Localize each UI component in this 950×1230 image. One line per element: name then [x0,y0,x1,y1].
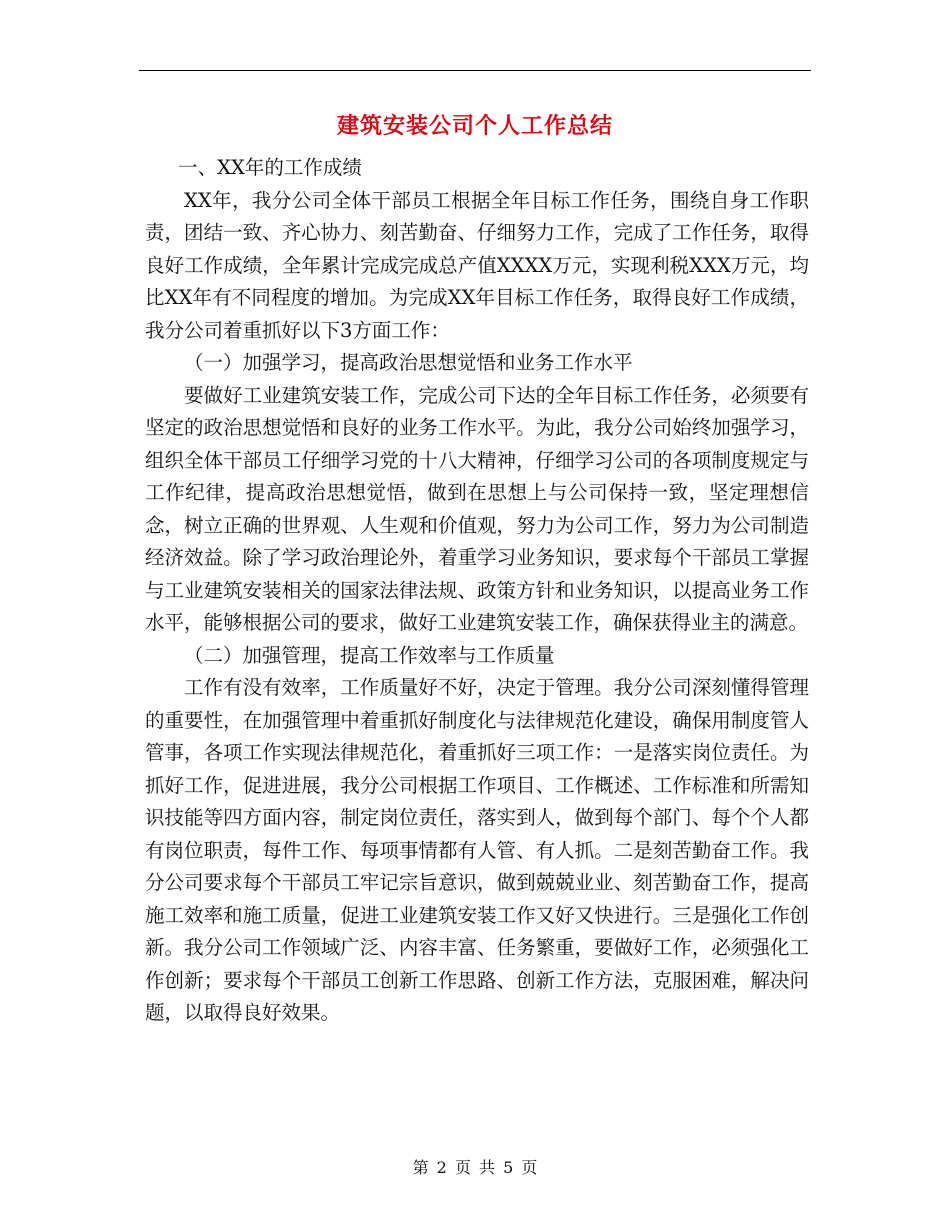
section-heading: 一、XX年的工作成绩 [178,156,362,179]
body-paragraph: 工作有没有效率，工作质量好不好，决定于管理。我分公司深刻懂得管理的重要性，在加强管理中着重抓好制度化与法律规范化建设，确保用制度管人管事，各项工作实现法律规范化，着重抓好三项工作：一是落实岗位责任。为抓好工作，促进进展，我分公司根据工作项目、工作概述、工作标准和所需知识技能等四方面内容，制定岗位责任，落实到人，做到每个部门、每个个人都有岗位职责，每件工作、每项事情都有人管、有人抓。二是刻苦勤奋工作。我分公司要求每个干部员工牢记宗旨意识，做到兢兢业业、刻苦勤奋工作，提高施工效率和施工质量，促进工业建筑安装工作又好又快进行。三是强化工作创新。我分公司工作领域广泛、内容丰富、任务繁重，要做好工作，必须强化工作创新；要求每个干部员工创新工作思路、创新工作方法，克服困难，解决问题，以取得良好效果。 [145,676,809,1024]
subsection-heading: （一）加强学习，提高政治思想觉悟和业务工作水平 [184,351,633,374]
body-paragraph: 要做好工业建筑安装工作，完成公司下达的全年目标工作任务，必须要有坚定的政治思想觉悟和良好的业务工作水平。为此，我分公司始终加强学习，组织全体干部员工仔细学习党的十八大精神，仔细学习公司的各项制度规定与工作纪律，提高政治思想觉悟，做到在思想上与公司保持一致，坚定理想信念，树立正确的世界观、人生观和价值观，努力为公司工作，努力为公司制造经济效益。除了学习政治理论外，着重学习业务知识，要求每个干部员工掌握与工业建筑安装相关的国家法律法规、政策方针和业务知识，以提高业务工作水平，能够根据公司的要求，做好工业建筑安装工作，确保获得业主的满意。 [145,383,809,634]
body-paragraph: XX年，我分公司全体干部员工根据全年目标工作任务，围绕自身工作职责，团结一致、齐心协力、刻苦勤奋、仔细努力工作，完成了工作任务，取得良好工作成绩，全年累计完成完成总产值XXXX万元，实现利税XXX万元，均比XX年有不同程度的增加。为完成XX年目标工作任务，取得良好工作成绩，我分公司着重抓好以下3方面工作： [145,188,809,342]
page-footer: 第 2 页 共 5 页 [412,1158,538,1177]
document-body [145,152,809,1030]
header-rule [139,70,811,71]
subsection-heading: （二）加强管理，提高工作效率与工作质量 [184,643,555,667]
document-title: 建筑安装公司个人工作总结 [336,113,613,139]
